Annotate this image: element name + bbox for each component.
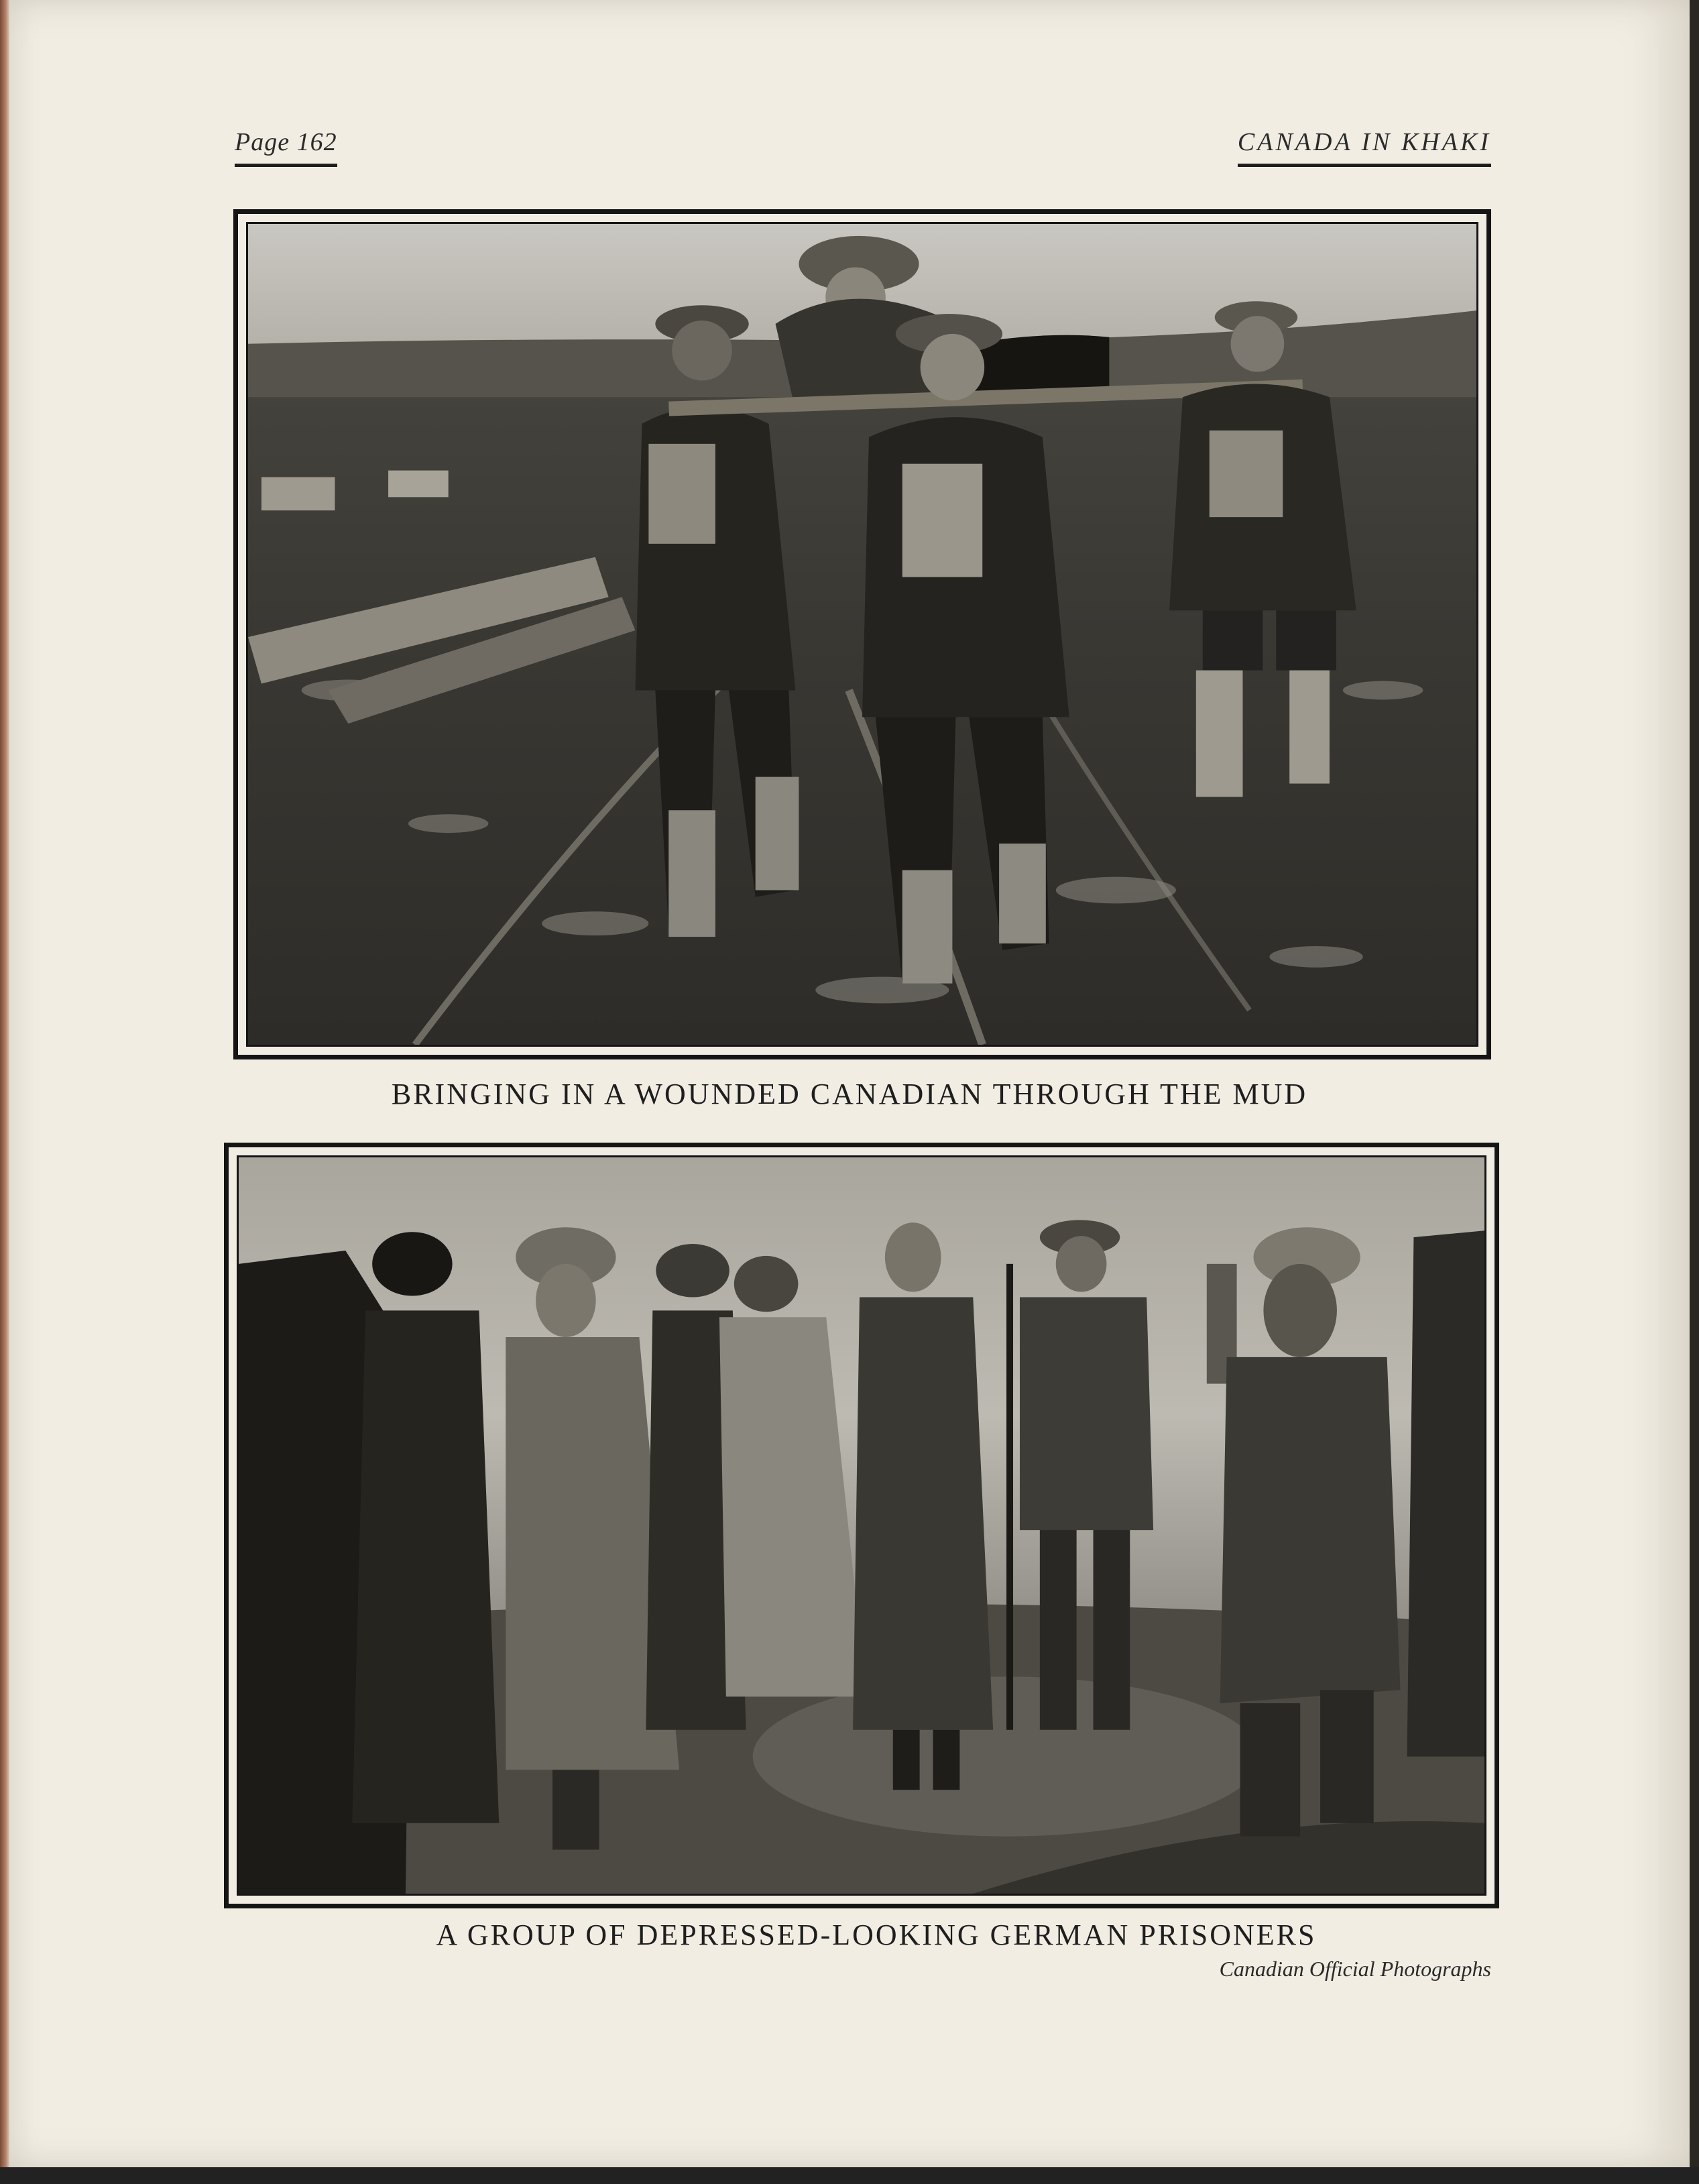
photo-plate-wounded-canadian xyxy=(233,209,1491,1059)
photo-wounded-canadian-image xyxy=(248,224,1476,1045)
running-title: CANADA IN KHAKI xyxy=(1238,127,1491,167)
page-number: Page 162 xyxy=(235,127,337,167)
photo-plate-german-prisoners xyxy=(224,1143,1499,1908)
photo-caption-wounded-canadian: BRINGING IN A WOUNDED CANADIAN THROUGH THE MUD xyxy=(391,1078,1308,1110)
photo-caption-german-prisoners: A GROUP OF DEPRESSED-LOOKING GERMAN PRISONERS xyxy=(436,1918,1317,1951)
photo-german-prisoners-image xyxy=(239,1157,1484,1894)
photo-wounded-canadian xyxy=(246,222,1478,1047)
page-bottom-edge xyxy=(0,2167,1699,2184)
photo-credit: Canadian Official Photographs xyxy=(1219,1957,1491,1981)
photo-german-prisoners xyxy=(237,1155,1486,1896)
